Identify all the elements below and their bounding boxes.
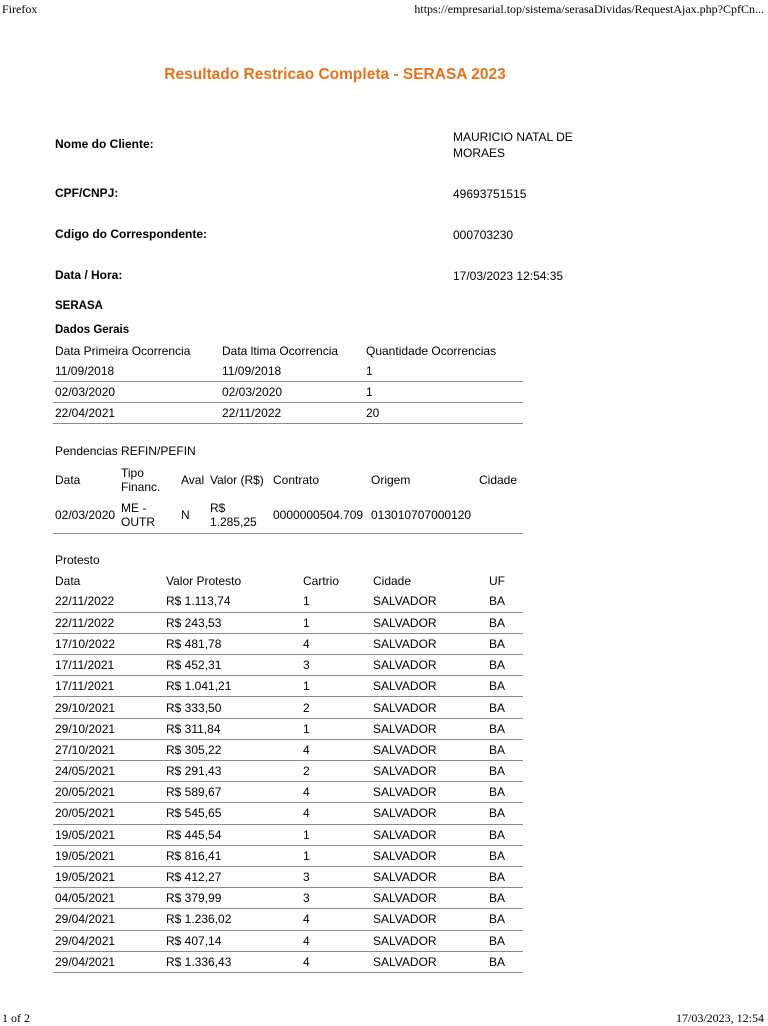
- table-cell: BA: [487, 930, 523, 951]
- table-cell: BA: [487, 824, 523, 845]
- column-header: Quantidade Ocorrencias: [366, 344, 497, 358]
- table-cell: 2: [301, 697, 371, 718]
- table-cell: R$ 589,67: [164, 782, 301, 803]
- column-header: Cartrio: [303, 573, 340, 588]
- table-cell: 1: [301, 612, 371, 633]
- table-row: [53, 697, 523, 718]
- table-cell: SALVADOR: [371, 591, 487, 612]
- table-cell: 4: [301, 951, 371, 972]
- table-cell: SALVADOR: [371, 739, 487, 760]
- table-cell: SALVADOR: [371, 824, 487, 845]
- table-cell: 4: [301, 930, 371, 951]
- table-cell: SALVADOR: [371, 697, 487, 718]
- table-cell: 3: [301, 866, 371, 887]
- table-cell: 1: [364, 361, 523, 382]
- table-cell: R$ 545,65: [164, 803, 301, 824]
- table-cell: SALVADOR: [371, 612, 487, 633]
- page-url: https://empresarial.top/sistema/serasaDividas/RequestAjax.php?CpfCn...: [414, 2, 764, 16]
- table-cell: R$ 1.285,25: [208, 497, 271, 534]
- serasa-heading: SERASA: [55, 300, 103, 312]
- table-cell: 1: [301, 591, 371, 612]
- column-header: UF: [489, 573, 505, 588]
- table-cell: SALVADOR: [371, 633, 487, 654]
- table-cell: BA: [487, 718, 523, 739]
- table-cell: R$ 1.041,21: [164, 676, 301, 697]
- table-cell: BA: [487, 782, 523, 803]
- table-cell: 29/04/2021: [53, 930, 164, 951]
- page-indicator: 1 of 2: [2, 1011, 30, 1025]
- dados-gerais-table: [53, 341, 523, 424]
- column-header: Cidade: [373, 573, 412, 588]
- table-cell: SALVADOR: [371, 951, 487, 972]
- table-cell: 22/04/2021: [53, 403, 220, 424]
- column-header: Cidade: [479, 473, 518, 487]
- table-cell: N: [179, 497, 208, 534]
- table-cell: R$ 243,53: [164, 612, 301, 633]
- column-header: Valor Protesto: [166, 573, 242, 588]
- table-row: [53, 655, 523, 676]
- table-row: [53, 591, 523, 612]
- table-cell: R$ 412,27: [164, 866, 301, 887]
- table-cell: R$ 333,50: [164, 697, 301, 718]
- table-cell: 1: [301, 718, 371, 739]
- table-row: [53, 824, 523, 845]
- table-cell: 27/10/2021: [53, 739, 164, 760]
- table-cell: R$ 379,99: [164, 888, 301, 909]
- table-cell: SALVADOR: [371, 888, 487, 909]
- datetime-value: 17/03/2023 12:54:35: [453, 269, 564, 283]
- table-row: [53, 403, 523, 424]
- table-cell: BA: [487, 612, 523, 633]
- table-cell: 22/11/2022: [53, 591, 164, 612]
- table-cell: 4: [301, 633, 371, 654]
- table-row: [53, 951, 523, 972]
- table-cell: BA: [487, 591, 523, 612]
- table-cell: 11/09/2018: [53, 361, 220, 382]
- table-cell: 22/11/2022: [220, 403, 364, 424]
- table-cell: SALVADOR: [371, 845, 487, 866]
- column-header: Contrato: [273, 473, 320, 487]
- table-cell: 24/05/2021: [53, 761, 164, 782]
- table-cell: BA: [487, 655, 523, 676]
- table-cell: SALVADOR: [371, 718, 487, 739]
- table-cell: SALVADOR: [371, 803, 487, 824]
- correspondent-value: 000703230: [453, 228, 514, 242]
- table-cell: R$ 481,78: [164, 633, 301, 654]
- table-cell: BA: [487, 697, 523, 718]
- table-row: [53, 633, 523, 654]
- column-header: Aval: [181, 473, 205, 487]
- table-cell: 02/03/2020: [53, 382, 220, 403]
- cpf-label: CPF/CNPJ:: [55, 186, 119, 200]
- table-cell: SALVADOR: [371, 761, 487, 782]
- table-cell: ME - OUTR: [119, 497, 179, 534]
- table-cell: 3: [301, 655, 371, 676]
- table-cell: 02/03/2020: [220, 382, 364, 403]
- table-cell: 4: [301, 909, 371, 930]
- table-cell: BA: [487, 866, 523, 887]
- pendencias-heading: Pendencias REFIN/PEFIN: [55, 444, 196, 458]
- cpf-value: 49693751515: [453, 187, 527, 201]
- table-cell: 17/10/2022: [53, 633, 164, 654]
- dados-gerais-heading: Dados Gerais: [55, 324, 130, 336]
- table-cell: R$ 452,31: [164, 655, 301, 676]
- table-cell: BA: [487, 803, 523, 824]
- browser-name: Firefox: [2, 2, 38, 16]
- table-cell: R$ 1.336,43: [164, 951, 301, 972]
- table-cell: 1: [301, 824, 371, 845]
- table-cell: 20/05/2021: [53, 782, 164, 803]
- table-cell: BA: [487, 761, 523, 782]
- table-cell: [477, 497, 523, 534]
- table-cell: 3: [301, 888, 371, 909]
- table-row: [53, 739, 523, 760]
- table-cell: R$ 816,41: [164, 845, 301, 866]
- table-cell: 29/04/2021: [53, 909, 164, 930]
- table-header-row: [53, 341, 523, 361]
- table-cell: R$ 445,54: [164, 824, 301, 845]
- table-cell: 1: [364, 382, 523, 403]
- table-cell: 17/11/2021: [53, 676, 164, 697]
- table-cell: 1: [301, 845, 371, 866]
- table-row: [53, 612, 523, 633]
- column-header: Valor (R$): [210, 473, 264, 487]
- table-cell: 20: [364, 403, 523, 424]
- table-cell: 4: [301, 739, 371, 760]
- column-header: Data Primeira Ocorrencia: [55, 344, 191, 358]
- table-cell: SALVADOR: [371, 909, 487, 930]
- table-cell: 29/10/2021: [53, 697, 164, 718]
- table-cell: BA: [487, 739, 523, 760]
- table-cell: R$ 291,43: [164, 761, 301, 782]
- table-cell: R$ 1.236,02: [164, 909, 301, 930]
- table-row: [53, 888, 523, 909]
- column-header: Data: [55, 573, 81, 588]
- table-cell: BA: [487, 909, 523, 930]
- table-row: [53, 782, 523, 803]
- client-name-label: Nome do Cliente:: [55, 137, 154, 151]
- table-row: [53, 909, 523, 930]
- table-cell: 1: [301, 676, 371, 697]
- table-cell: 11/09/2018: [220, 361, 364, 382]
- table-cell: R$ 407,14: [164, 930, 301, 951]
- table-row: [53, 761, 523, 782]
- table-cell: SALVADOR: [371, 930, 487, 951]
- table-cell: BA: [487, 888, 523, 909]
- table-row: [53, 718, 523, 739]
- table-cell: 4: [301, 803, 371, 824]
- table-cell: SALVADOR: [371, 782, 487, 803]
- table-cell: R$ 311,84: [164, 718, 301, 739]
- table-cell: 4: [301, 782, 371, 803]
- table-cell: 013010707000120: [369, 497, 477, 534]
- protesto-heading: Protesto: [55, 553, 100, 567]
- table-cell: 29/10/2021: [53, 718, 164, 739]
- table-cell: SALVADOR: [371, 655, 487, 676]
- protesto-table: [53, 570, 523, 973]
- table-row: [53, 382, 523, 403]
- table-cell: BA: [487, 633, 523, 654]
- table-cell: 20/05/2021: [53, 803, 164, 824]
- datetime-label: Data / Hora:: [55, 268, 123, 282]
- table-cell: 2: [301, 761, 371, 782]
- table-cell: 19/05/2021: [53, 824, 164, 845]
- client-name-value: MAURICIO NATAL DE MORAES: [453, 130, 573, 160]
- table-header-row: [53, 463, 523, 497]
- table-cell: 19/05/2021: [53, 845, 164, 866]
- table-cell: R$ 305,22: [164, 739, 301, 760]
- table-cell: BA: [487, 845, 523, 866]
- table-cell: BA: [487, 676, 523, 697]
- report-title: Resultado Restricao Completa - SERASA 2023: [164, 66, 506, 83]
- table-cell: 29/04/2021: [53, 951, 164, 972]
- column-header: Origem: [371, 473, 411, 487]
- table-cell: BA: [487, 951, 523, 972]
- table-cell: 19/05/2021: [53, 866, 164, 887]
- table-row: [53, 803, 523, 824]
- correspondent-label: Cdigo do Correspondente:: [55, 227, 207, 241]
- table-row: [53, 361, 523, 382]
- column-header: Tipo Financ.: [121, 466, 161, 494]
- table-row: [53, 845, 523, 866]
- table-cell: SALVADOR: [371, 866, 487, 887]
- table-cell: SALVADOR: [371, 676, 487, 697]
- table-row: [53, 930, 523, 951]
- table-cell: 17/11/2021: [53, 655, 164, 676]
- pendencias-table: [53, 463, 523, 534]
- table-cell: 0000000504.709: [271, 497, 369, 534]
- table-cell: R$ 1.113,74: [164, 591, 301, 612]
- table-cell: 22/11/2022: [53, 612, 164, 633]
- table-row: [53, 866, 523, 887]
- table-cell: 04/05/2021: [53, 888, 164, 909]
- table-row: [53, 497, 523, 534]
- column-header: Data: [55, 473, 81, 487]
- print-datetime: 17/03/2023, 12:54: [675, 1011, 764, 1025]
- table-cell: 02/03/2020: [53, 497, 119, 534]
- table-header-row: [53, 570, 523, 591]
- table-row: [53, 676, 523, 697]
- column-header: Data ltima Ocorrencia: [222, 344, 339, 358]
